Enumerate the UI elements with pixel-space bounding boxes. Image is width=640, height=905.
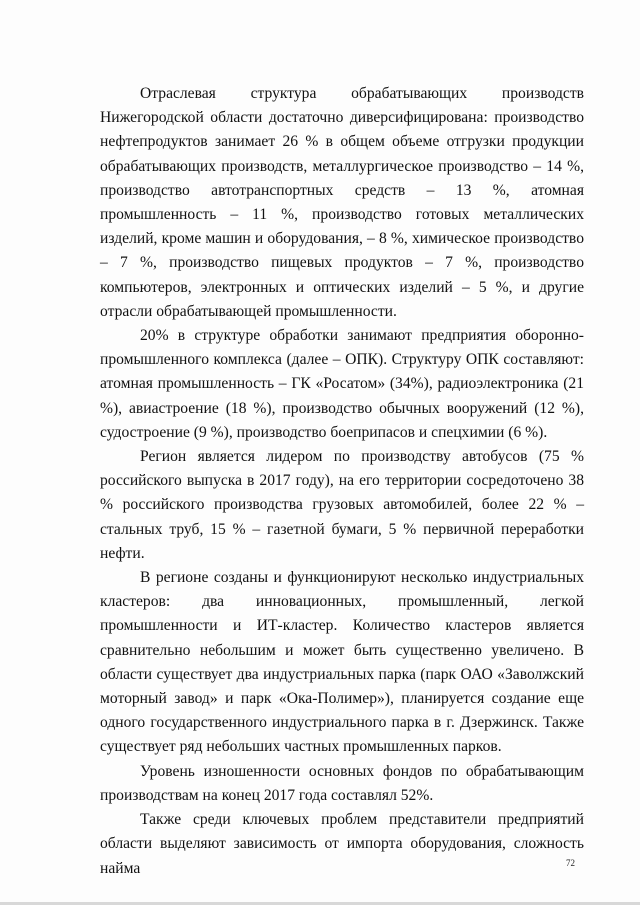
page-body	[100, 82, 584, 881]
paragraph-defense-complex: 20% в структуре обработки занимают предприятия оборонно-промышленного комплекса (далее – ОПК). Структуру ОПК составляют: атомная промышленность – ГК «Росатом» (34%), радиоэлектроника (21 %), авиастроение (18 %), производство обычных вооружений (12 %), судостроение (9 %), производство боеприпасов и спецхимии (6 %).	[100, 327, 584, 441]
paragraph-industry-structure: Отраслевая структура обрабатывающих производств Нижегородской области достаточно диверсифицирована: производство нефтепродуктов занимает 26 % в общем объеме отгрузки продукции обрабатывающих производств, металлургическое производство – 14 %, производство автотранспортных средств – 13 %, атомная промышленность – 11 %, производство готовых металлических изделий, кроме машин и оборудования, – 8 %, химическое производство – 7 %, производство пищевых продуктов – 7 %, производство компьютеров, электронных и оптических изделий – 5 %, и другие отрасли обрабатывающей промышленности.	[100, 85, 584, 320]
paragraph-regional-leadership: Регион является лидером по производству автобусов (75 % российского выпуска в 2017 году), на его территории сосредоточено 38 % российского производства грузовых автомобилей, более 22 % – стальных труб, 15 % – газетной бумаги, 5 % первичной переработки нефти.	[100, 448, 584, 562]
paragraph-asset-wear: Уровень изношенности основных фондов по обрабатывающим производствам на конец 2017 года составлял 52%.	[100, 762, 584, 804]
paragraph-key-problems: Также среди ключевых проблем представители предприятий области выделяют зависимость от импорта оборудования, сложность найма	[100, 811, 584, 877]
page-number: 72	[566, 858, 575, 868]
paragraph-clusters-parks: В регионе созданы и функционируют несколько индустриальных кластеров: два инновационных, промышленный, легкой промышленности и ИТ-кластер. Количество кластеров является сравнительно небольшим и может быть существенно увеличено. В области существует два индустриальных парка (парк ОАО «Заволжский моторный завод» и парк «Ока-Полимер»), планируется создание еще одного государственного индустриального парка в г. Дзержинск. Также существует ряд небольших частных промышленных парков.	[100, 569, 584, 756]
